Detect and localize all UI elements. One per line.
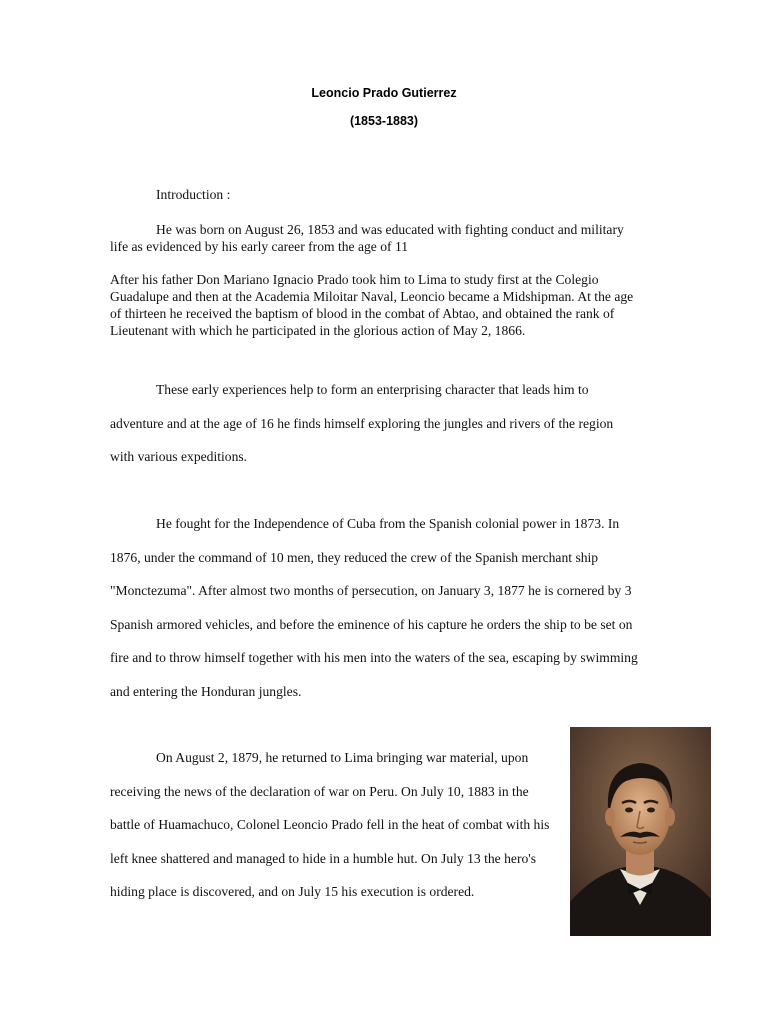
portrait-image — [570, 727, 711, 936]
document-title: Leoncio Prado Gutierrez — [311, 86, 457, 100]
introduction-heading: Introduction : — [156, 187, 231, 202]
portrait-illustration — [570, 727, 711, 936]
paragraph-war-of-pacific: On August 2, 1879, he returned to Lima bringing war material, upon receiving the news of the declaration of war on Peru. On July 10, 1883 in the battle of Huamachuco, Colonel Leoncio Prado fell in the heat of combat with his left knee shattered and managed to hide in a humble hut. On July 13 the hero's hiding place is discovered, and on July 15 his execution is ordered. — [110, 750, 550, 900]
paragraph-early-experiences: These early experiences help to form an enterprising character that leads him to adventure and at the age of 16 he finds himself exploring the jungles and rivers of the region with various expeditions. — [110, 382, 614, 465]
paragraph-birth: He was born on August 26, 1853 and was educated with fighting conduct and military life as evidenced by his early career from the age of 11 — [110, 222, 624, 254]
paragraph-education: After his father Don Mariano Ignacio Prado took him to Lima to study first at the Colegio Guadalupe and then at the Academia Miloitar Naval, Leoncio became a Midshipman. At the age of thirteen he received the baptism of blood in the combat of Abtao, and obtained the rank of Lieutenant with which he participated in the glorious action of May 2, 1866. — [110, 272, 634, 338]
document-dates: (1853-1883) — [349, 114, 419, 128]
paragraph-cuba: He fought for the Independence of Cuba from the Spanish colonial power in 1873. In 1876, under the command of 10 men, they reduced the crew of the Spanish merchant ship "Monctezuma". After almost two months of persecution, on January 3, 1877 he is cornered by 3 Spanish armored vehicles, and before the eminence of his capture he orders the ship to be set on fire and to throw himself together with his men into the waters of the sea, escaping by swimming and entering the Honduran jungles. — [110, 516, 638, 699]
